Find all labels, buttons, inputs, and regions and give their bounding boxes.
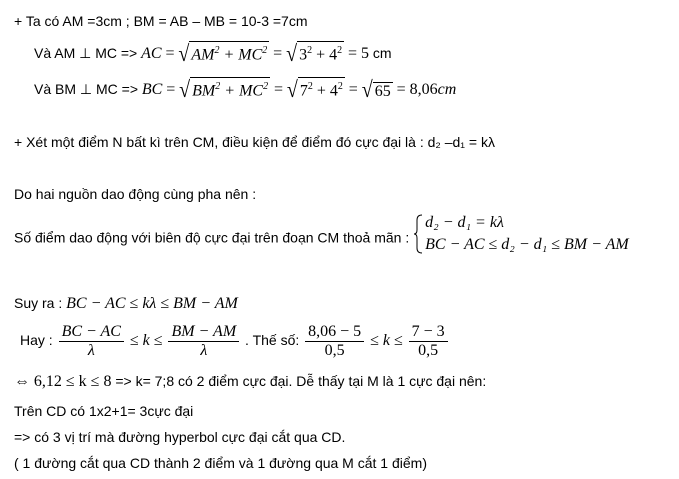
line-1 (14, 12, 308, 30)
line-6 (14, 212, 629, 266)
line-11-text: => có 3 vị trí mà đường hyperbol cực đại cắt qua CD. (14, 429, 346, 445)
line-6-text: Số điểm dao động với biên độ cực đại trên đoạn CM thoả mãn : (14, 229, 410, 246)
line-12-text: ( 1 đường cắt qua CD thành 2 điểm và 1 đường qua M cắt 1 điểm) (14, 455, 427, 471)
line-2-lhs: AC (141, 45, 162, 62)
line-2-result: = 5 (348, 45, 370, 62)
line-3: Và BM ⊥ MC => BC = √ $BM^2 + MC^2$ = √ $7^2 + 4^2$ = √ 65 = 8,06cm (34, 77, 457, 103)
fraction-4: $\frac{7 - 3}{0,5}$ (409, 323, 448, 360)
line-5-text: Do hai nguồn dao động cùng pha nên : (14, 186, 257, 202)
line-9-expr: 6,12 ≤ k ≤ 8 (33, 373, 112, 390)
system-eq-1: d₂ − d₁ = kλ (425, 214, 504, 231)
fraction-1: $\frac{BC - AC}{\lambda}$ (59, 323, 124, 360)
line-7-prefix: Suy ra : (14, 295, 63, 311)
line-8-prefix: Hay : (20, 332, 53, 348)
line-9-rest: => k= 7;8 có 2 điểm cực đại. Dễ thấy tại M là 1 cực đại nên: (111, 373, 487, 389)
line-2-unit: cm (372, 45, 392, 61)
condition-system (413, 212, 629, 266)
inequality-2: ≤ k ≤ (370, 332, 403, 349)
line-4 (14, 133, 495, 151)
line-8-the: . Thế số: (245, 332, 300, 348)
line-11 (14, 428, 345, 446)
line-3-prefix: Và BM ⊥ MC => (34, 81, 139, 97)
line-10 (14, 402, 193, 420)
line-5 (14, 185, 256, 203)
line-2-prefix: Và AM ⊥ MC => (34, 45, 138, 61)
brace-icon (413, 214, 423, 254)
fraction-3: $\frac{8,06 - 5}{0,5}$ (305, 323, 364, 360)
line-8 (20, 320, 450, 361)
sqrt-3-4: √ $3^2 + 4^2$ (286, 41, 343, 67)
line-4-text: + Xét một điểm N bất kì trên CM, điều kiện để điểm đó cực đại là : d₂ –d₁ = kλ (14, 134, 495, 150)
fraction-2: $\frac{BM - AM}{\lambda}$ (168, 323, 239, 360)
sqrt-bm-mc: √ $BM^2 + MC^2$ (179, 77, 269, 103)
line-1-text: + Ta có AM =3cm ; BM = AB – MB = 10-3 =7cm (14, 13, 308, 29)
equivalence-icon: ⇔ (14, 373, 30, 390)
line-12 (14, 454, 427, 472)
line-7 (14, 294, 238, 313)
line-3-result: = 8,06 (396, 81, 438, 98)
system-eq-2: BC − AC ≤ d₂ − d₁ ≤ BM − AM (425, 236, 629, 253)
line-2: Và AM ⊥ MC => AC = √ $AM^2 + MC^2$ = √ $3^2 + 4^2 = 5$ cm (34, 41, 392, 67)
sqrt-7-4: √ $7^2 + 4^2$ (286, 77, 343, 103)
line-7-expr: BC − AC ≤ kλ ≤ BM − AM (66, 295, 238, 312)
sqrt-65: √ 65 (361, 77, 391, 103)
sqrt-am-mc: √ $AM^2 + MC^2$ (178, 41, 268, 67)
line-10-text: Trên CD có 1x2+1= 3cực đại (14, 403, 194, 419)
line-3-lhs: BC (141, 81, 163, 98)
line-9 (14, 372, 486, 391)
line-3-unit: cm (437, 81, 457, 98)
inequality-1: ≤ k ≤ (129, 332, 163, 349)
